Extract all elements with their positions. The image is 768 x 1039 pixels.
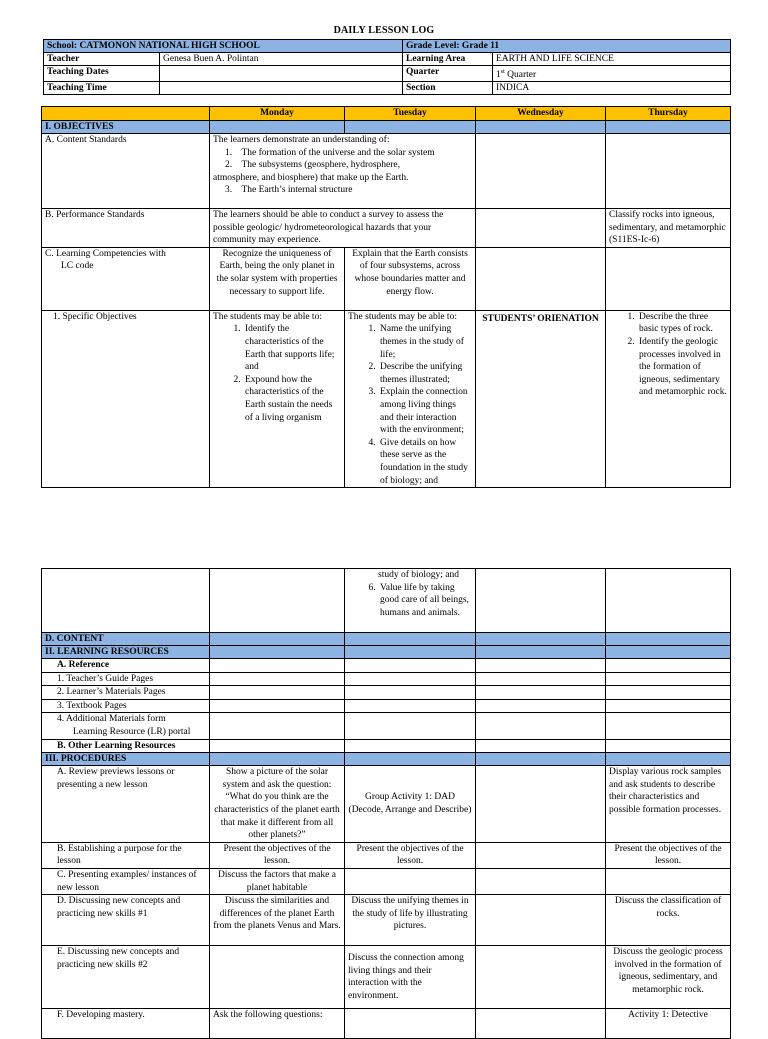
procedure-a-tuesday: Group Activity 1: DAD (Decode, Arrange and Describe): [345, 766, 476, 843]
lesson-table-objectives: [41, 106, 731, 488]
day-header-thursday: Thursday: [606, 107, 731, 121]
objectives-heading: I. OBJECTIVES: [42, 121, 210, 134]
quarter-value: 1st Quarter: [493, 66, 731, 82]
specific-objectives-tuesday-cont: study of biology; and 6. Value life by taking good care of all beings, humans and animals.: [345, 569, 476, 633]
grade-level: Grade Level: Grade 11: [403, 40, 731, 53]
procedure-a-thursday: Display various rock samples and ask students to describe their characteristics and possible formation processes.: [606, 766, 731, 843]
section-label: Section: [403, 82, 493, 95]
learning-area-value: EARTH AND LIFE SCIENCE: [493, 53, 731, 66]
teaching-dates-label: Teaching Dates: [44, 66, 160, 82]
procedures-heading: III. PROCEDURES: [42, 753, 210, 766]
teachers-guide-label: 1. Teacher’s Guide Pages: [42, 672, 210, 686]
day-header-wednesday: Wednesday: [476, 107, 606, 121]
procedure-a-monday: Show a picture of the solar system and ask the question: “What do you think are the characteristics of the planet earth that make it different from all other planets?”: [210, 766, 345, 843]
competencies-monday: Recognize the uniqueness of Earth, being the only planet in the solar system with properties necessary to support life.: [210, 247, 345, 310]
procedure-e-label: E. Discussing new concepts and practicing new skills #2: [42, 946, 210, 1009]
learners-materials-label: 2. Learner’s Materials Pages: [42, 686, 210, 700]
competencies-tuesday: Explain that the Earth consists of four subsystems, across whose boundaries matter and energy flow.: [345, 247, 476, 310]
specific-objectives-thursday: 1. Describe the three basic types of rock. 2. Identify the geologic processes involved in the formation of igneous, sedimentary and metamorphic rock.: [606, 310, 731, 487]
teaching-time-value: [160, 82, 403, 95]
day-header-tuesday: Tuesday: [345, 107, 476, 121]
specific-objectives-monday: The students may be able to: 1. Identify the characteristics of the Earth that supports life; and 2. Expound how the characteristics of the Earth sustain the needs of a living organism: [210, 310, 345, 487]
specific-objectives-wednesday: STUDENTS’ ORIENATION: [476, 310, 606, 487]
header-info-table: [43, 39, 731, 95]
procedure-b-monday: Present the objectives of the lesson.: [210, 842, 345, 868]
procedure-d-monday: Discuss the similarities and differences of the planet Earth from the planets Venus and Mars.: [210, 895, 345, 946]
procedure-a-label: A. Review previews lessons or presenting a new lesson: [42, 766, 210, 843]
content-heading: D. CONTENT: [42, 633, 210, 646]
content-standards-text: The learners demonstrate an understanding of: 1. The formation of the universe and the solar system 2. The subsystems (geosphere, hydrosphere, atmosphere, and biosphere) that make up the Earth. 3. The Earth’s internal structure: [210, 134, 476, 209]
learning-area-label: Learning Area: [403, 53, 493, 66]
procedure-f-thursday: Activity 1: Detective: [606, 1009, 731, 1039]
performance-standards-thursday: Classify rocks into igneous, sedimentary, and metamorphic (S11ES-Ic-6): [606, 209, 731, 248]
teacher-label: Teacher: [44, 53, 160, 66]
performance-standards-text: The learners should be able to conduct a survey to assess the possible geologic/ hydrometeorological hazards that your community may experience.: [210, 209, 476, 248]
teaching-time-label: Teaching Time: [44, 82, 160, 95]
procedure-e-tuesday: Discuss the connection among living things and their interaction with the environment.: [345, 946, 476, 1009]
procedure-d-tuesday: Discuss the unifying themes in the study of life by illustrating pictures.: [345, 895, 476, 946]
reference-label: A. Reference: [42, 659, 210, 673]
procedure-c-monday: Discuss the factors that make a planet habitable: [210, 868, 345, 894]
quarter-label: Quarter: [403, 66, 493, 82]
other-resources-label: B. Other Learning Resources: [42, 739, 210, 753]
procedure-d-label: D. Discussing new concepts and practicing new skills #1: [42, 895, 210, 946]
additional-materials-label: 4. Additional Materials form Learning Resource (LR) portal: [42, 713, 210, 739]
teaching-dates-value: [160, 66, 403, 82]
procedure-c-label: C. Presenting examples/ instances of new lesson: [42, 868, 210, 894]
procedure-f-monday: Ask the following questions:: [210, 1009, 345, 1039]
textbook-pages-label: 3. Textbook Pages: [42, 699, 210, 713]
specific-objectives-label: 1. Specific Objectives: [42, 310, 210, 487]
corner-cell: [42, 107, 210, 121]
specific-objectives-tuesday: The students may be able to: 1. Name the unifying themes in the study of life; 2. Describe the unifying themes illustrated; 3. Explain the connection among living things and their interaction with the environment; 4. Give details on how these serve as the foundation in the study of biology; and: [345, 310, 476, 487]
learning-resources-heading: II. LEARNING RESOURCES: [42, 646, 210, 659]
teacher-value: Genesa Buen A. Polintan: [160, 53, 403, 66]
content-standards-label: A. Content Standards: [42, 134, 210, 209]
procedure-f-label: F. Developing mastery.: [42, 1009, 210, 1039]
school-name: School: CATMONON NATIONAL HIGH SCHOOL: [44, 40, 403, 53]
procedure-b-label: B. Establishing a purpose for the lesson: [42, 842, 210, 868]
procedure-e-thursday: Discuss the geologic process involved in the formation of igneous, sedimentary, and metamorphic rock.: [606, 946, 731, 1009]
procedure-d-thursday: Discuss the classification of rocks.: [606, 895, 731, 946]
day-header-monday: Monday: [210, 107, 345, 121]
section-value: INDICA: [493, 82, 731, 95]
procedure-b-thursday: Present the objectives of the lesson.: [606, 842, 731, 868]
procedure-b-tuesday: Present the objectives of the lesson.: [345, 842, 476, 868]
page-title: DAILY LESSON LOG: [333, 25, 435, 36]
competencies-label: C. Learning Competencies with LC code: [42, 247, 210, 310]
performance-standards-label: B. Performance Standards: [42, 209, 210, 248]
lesson-table-procedures: [41, 568, 731, 1039]
